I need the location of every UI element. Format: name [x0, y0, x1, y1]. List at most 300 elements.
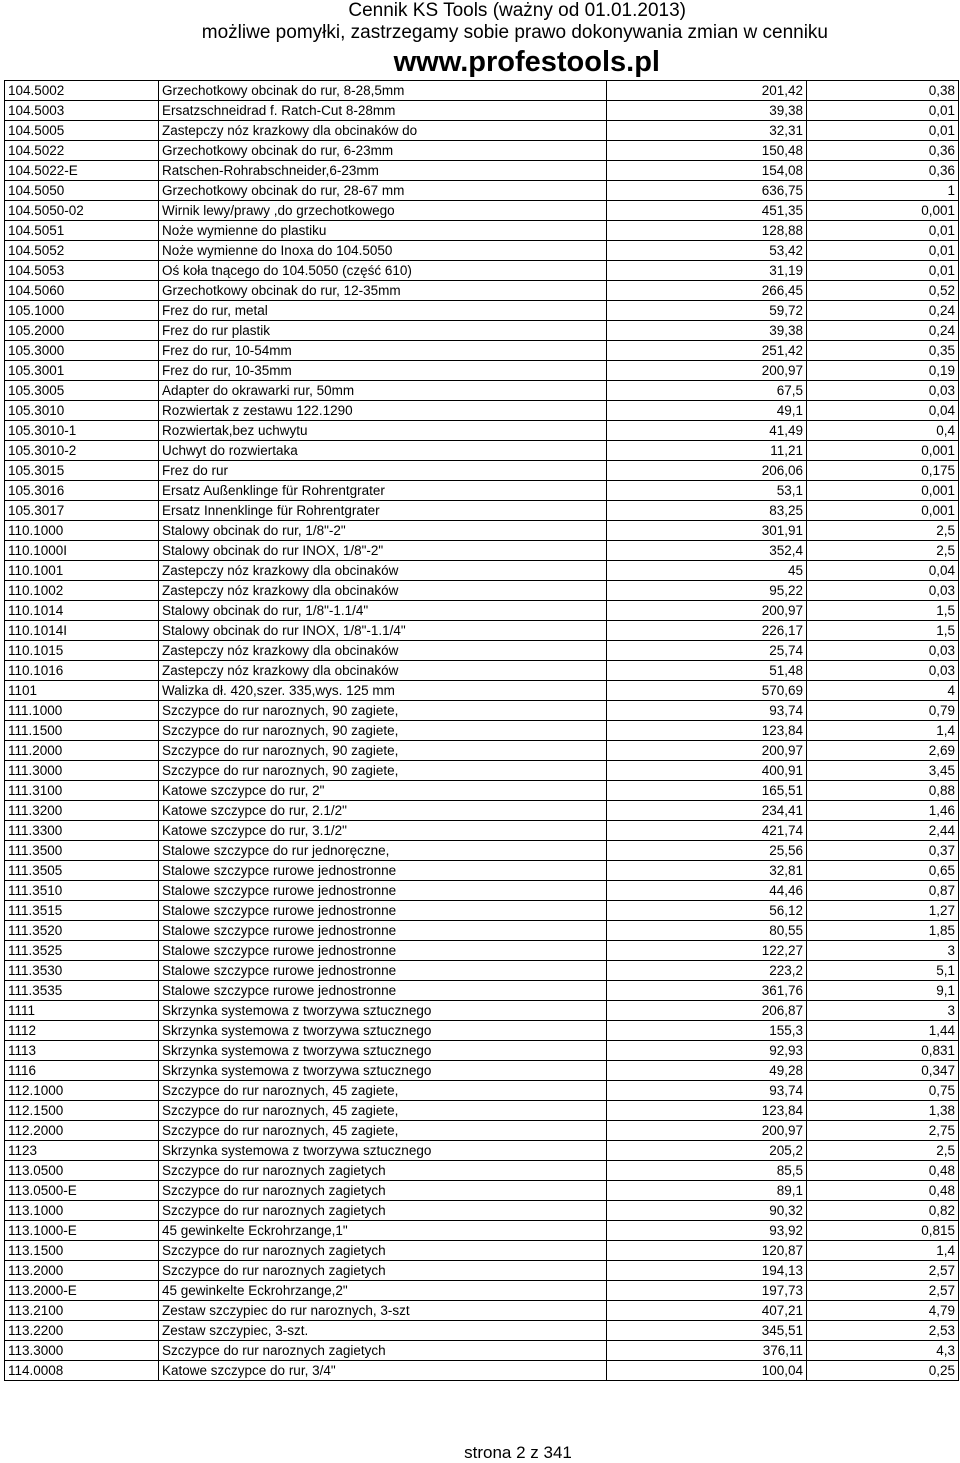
price-cell: 120,87	[607, 1241, 807, 1261]
product-code-cell: 104.5050-02	[5, 201, 159, 221]
table-row	[5, 721, 959, 741]
price-cell: 234,41	[607, 801, 807, 821]
table-row	[5, 1321, 959, 1341]
product-code-cell: 111.2000	[5, 741, 159, 761]
product-code-cell: 105.3015	[5, 461, 159, 481]
weight-cell: 0,04	[807, 401, 959, 421]
price-cell: 93,74	[607, 1081, 807, 1101]
price-cell: 45	[607, 561, 807, 581]
product-code-cell: 110.1014	[5, 601, 159, 621]
table-row	[5, 241, 959, 261]
table-row	[5, 821, 959, 841]
product-code-cell: 110.1016	[5, 661, 159, 681]
table-row	[5, 301, 959, 321]
product-code-cell: 104.5002	[5, 81, 159, 101]
product-code-cell: 111.3535	[5, 981, 159, 1001]
description-cell: Skrzynka systemowa z tworzywa sztucznego	[159, 1021, 607, 1041]
weight-cell: 2,5	[807, 521, 959, 541]
description-cell: Szczypce do rur naroznych, 90 zagiete,	[159, 761, 607, 781]
weight-cell: 1,5	[807, 601, 959, 621]
product-code-cell: 105.3017	[5, 501, 159, 521]
product-code-cell: 105.3010-1	[5, 421, 159, 441]
table-row	[5, 341, 959, 361]
disclaimer-text: możliwe pomyłki, zastrzegamy sobie prawo dokonywania zmian w cenniku	[201, 22, 828, 43]
table-row	[5, 1001, 959, 1021]
table-row	[5, 441, 959, 461]
price-cell: 11,21	[607, 441, 807, 461]
weight-cell: 4	[807, 681, 959, 701]
description-cell: Stalowe szczypce rurowe jednostronne	[159, 881, 607, 901]
price-cell: 345,51	[607, 1321, 807, 1341]
table-row	[5, 1181, 959, 1201]
table-row	[5, 421, 959, 441]
weight-cell: 5,1	[807, 961, 959, 981]
weight-cell: 0,001	[807, 481, 959, 501]
product-code-cell: 112.1500	[5, 1101, 159, 1121]
description-cell: Stalowe szczypce rurowe jednostronne	[159, 941, 607, 961]
weight-cell: 0,25	[807, 1361, 959, 1381]
weight-cell: 0,01	[807, 101, 959, 121]
price-cell: 31,19	[607, 261, 807, 281]
price-cell: 376,11	[607, 1341, 807, 1361]
description-cell: Katowe szczypce do rur, 3/4"	[159, 1361, 607, 1381]
weight-cell: 0,831	[807, 1041, 959, 1061]
product-code-cell: 105.3000	[5, 341, 159, 361]
price-cell: 122,27	[607, 941, 807, 961]
website-link[interactable]: www.profestools.pl	[393, 46, 660, 78]
price-cell: 226,17	[607, 621, 807, 641]
table-row	[5, 1021, 959, 1041]
table-row	[5, 521, 959, 541]
description-cell: Zestaw szczypiec, 3-szt.	[159, 1321, 607, 1341]
product-code-cell: 105.2000	[5, 321, 159, 341]
price-cell: 59,72	[607, 301, 807, 321]
product-code-cell: 113.2000-E	[5, 1281, 159, 1301]
price-cell: 56,12	[607, 901, 807, 921]
table-row	[5, 541, 959, 561]
table-row	[5, 981, 959, 1001]
price-cell: 93,92	[607, 1221, 807, 1241]
price-cell: 53,42	[607, 241, 807, 261]
price-cell: 200,97	[607, 361, 807, 381]
description-cell: Frez do rur, 10-54mm	[159, 341, 607, 361]
product-code-cell: 1113	[5, 1041, 159, 1061]
weight-cell: 0,79	[807, 701, 959, 721]
price-cell: 165,51	[607, 781, 807, 801]
description-cell: Zastepczy nóz krazkowy dla obcinaków do	[159, 121, 607, 141]
description-cell: Oś koła tnącego do 104.5050 (część 610)	[159, 261, 607, 281]
price-cell: 67,5	[607, 381, 807, 401]
description-cell: Adapter do okrawarki rur, 50mm	[159, 381, 607, 401]
weight-cell: 9,1	[807, 981, 959, 1001]
product-code-cell: 111.3515	[5, 901, 159, 921]
product-code-cell: 1112	[5, 1021, 159, 1041]
weight-cell: 1,46	[807, 801, 959, 821]
table-row	[5, 181, 959, 201]
description-cell: Rozwiertak z zestawu 122.1290	[159, 401, 607, 421]
description-cell: Stalowe szczypce rurowe jednostronne	[159, 981, 607, 1001]
weight-cell: 0,347	[807, 1061, 959, 1081]
price-cell: 89,1	[607, 1181, 807, 1201]
table-row	[5, 1301, 959, 1321]
table-row	[5, 1361, 959, 1381]
table-row	[5, 881, 959, 901]
price-cell: 154,08	[607, 161, 807, 181]
product-code-cell: 104.5060	[5, 281, 159, 301]
price-cell: 92,93	[607, 1041, 807, 1061]
description-cell: Stalowe szczypce do rur jednoręczne,	[159, 841, 607, 861]
description-cell: Uchwyt do rozwiertaka	[159, 441, 607, 461]
weight-cell: 2,57	[807, 1281, 959, 1301]
description-cell: Ersatz Innenklinge für Rohrentgrater	[159, 501, 607, 521]
description-cell: Szczypce do rur naroznych, 45 zagiete,	[159, 1121, 607, 1141]
table-row	[5, 1121, 959, 1141]
price-cell: 251,42	[607, 341, 807, 361]
price-cell: 80,55	[607, 921, 807, 941]
weight-cell: 1,44	[807, 1021, 959, 1041]
weight-cell: 0,03	[807, 661, 959, 681]
table-row	[5, 921, 959, 941]
table-row	[5, 601, 959, 621]
description-cell: 45 gewinkelte Eckrohrzange,2"	[159, 1281, 607, 1301]
description-cell: Szczypce do rur naroznych zagietych	[159, 1161, 607, 1181]
description-cell: Zastepczy nóz krazkowy dla obcinaków	[159, 581, 607, 601]
price-cell: 53,1	[607, 481, 807, 501]
price-cell: 223,2	[607, 961, 807, 981]
product-code-cell: 105.3016	[5, 481, 159, 501]
price-cell: 25,56	[607, 841, 807, 861]
product-code-cell: 105.1000	[5, 301, 159, 321]
product-code-cell: 111.3505	[5, 861, 159, 881]
weight-cell: 0,65	[807, 861, 959, 881]
price-cell: 197,73	[607, 1281, 807, 1301]
page-number: strona 2 z 341	[464, 1443, 572, 1462]
description-cell: Zestaw szczypiec do rur naroznych, 3-szt	[159, 1301, 607, 1321]
table-row	[5, 461, 959, 481]
description-cell: Walizka dł. 420,szer. 335,wys. 125 mm	[159, 681, 607, 701]
product-code-cell: 113.1000-E	[5, 1221, 159, 1241]
weight-cell: 1,38	[807, 1101, 959, 1121]
description-cell: Szczypce do rur naroznych zagietych	[159, 1341, 607, 1361]
product-code-cell: 104.5022-E	[5, 161, 159, 181]
product-code-cell: 110.1002	[5, 581, 159, 601]
table-row	[5, 141, 959, 161]
table-row	[5, 381, 959, 401]
product-code-cell: 1123	[5, 1141, 159, 1161]
table-row	[5, 701, 959, 721]
weight-cell: 0,001	[807, 441, 959, 461]
weight-cell: 3	[807, 1001, 959, 1021]
table-row	[5, 81, 959, 101]
table-row	[5, 1041, 959, 1061]
price-cell: 49,1	[607, 401, 807, 421]
table-row	[5, 1341, 959, 1361]
description-cell: 45 gewinkelte Eckrohrzange,1"	[159, 1221, 607, 1241]
description-cell: Wirnik lewy/prawy ,do grzechotkowego	[159, 201, 607, 221]
weight-cell: 0,75	[807, 1081, 959, 1101]
table-row	[5, 401, 959, 421]
product-code-cell: 104.5052	[5, 241, 159, 261]
product-code-cell: 113.1500	[5, 1241, 159, 1261]
description-cell: Szczypce do rur naroznych zagietych	[159, 1261, 607, 1281]
product-code-cell: 113.3000	[5, 1341, 159, 1361]
table-row	[5, 121, 959, 141]
product-code-cell: 111.3510	[5, 881, 159, 901]
description-cell: Szczypce do rur naroznych zagietych	[159, 1201, 607, 1221]
price-cell: 570,69	[607, 681, 807, 701]
product-code-cell: 111.1000	[5, 701, 159, 721]
weight-cell: 0,03	[807, 641, 959, 661]
weight-cell: 1	[807, 181, 959, 201]
price-cell: 128,88	[607, 221, 807, 241]
table-row	[5, 161, 959, 181]
price-cell: 83,25	[607, 501, 807, 521]
product-code-cell: 104.5053	[5, 261, 159, 281]
product-code-cell: 111.1500	[5, 721, 159, 741]
product-code-cell: 111.3500	[5, 841, 159, 861]
product-code-cell: 112.2000	[5, 1121, 159, 1141]
table-row	[5, 1261, 959, 1281]
description-cell: Zastepczy nóz krazkowy dla obcinaków	[159, 661, 607, 681]
product-code-cell: 114.0008	[5, 1361, 159, 1381]
table-row	[5, 681, 959, 701]
weight-cell: 0,815	[807, 1221, 959, 1241]
weight-cell: 0,19	[807, 361, 959, 381]
description-cell: Skrzynka systemowa z tworzywa sztucznego	[159, 1061, 607, 1081]
product-code-cell: 105.3005	[5, 381, 159, 401]
description-cell: Rozwiertak,bez uchwytu	[159, 421, 607, 441]
price-table	[4, 80, 959, 1381]
price-cell: 201,42	[607, 81, 807, 101]
table-row	[5, 1201, 959, 1221]
price-cell: 194,13	[607, 1261, 807, 1281]
weight-cell: 0,82	[807, 1201, 959, 1221]
weight-cell: 0,87	[807, 881, 959, 901]
table-row	[5, 781, 959, 801]
weight-cell: 0,4	[807, 421, 959, 441]
product-code-cell: 113.0500	[5, 1161, 159, 1181]
product-code-cell: 111.3530	[5, 961, 159, 981]
weight-cell: 0,01	[807, 221, 959, 241]
product-code-cell: 112.1000	[5, 1081, 159, 1101]
product-code-cell: 104.5003	[5, 101, 159, 121]
weight-cell: 0,001	[807, 501, 959, 521]
product-code-cell: 105.3010	[5, 401, 159, 421]
price-cell: 266,45	[607, 281, 807, 301]
weight-cell: 2,69	[807, 741, 959, 761]
price-cell: 32,31	[607, 121, 807, 141]
product-code-cell: 113.2100	[5, 1301, 159, 1321]
weight-cell: 2,5	[807, 541, 959, 561]
table-row	[5, 741, 959, 761]
price-cell: 39,38	[607, 101, 807, 121]
description-cell: Skrzynka systemowa z tworzywa sztucznego	[159, 1001, 607, 1021]
price-cell: 150,48	[607, 141, 807, 161]
product-code-cell: 113.1000	[5, 1201, 159, 1221]
table-row	[5, 101, 959, 121]
weight-cell: 0,36	[807, 161, 959, 181]
table-row	[5, 281, 959, 301]
description-cell: Szczypce do rur naroznych zagietych	[159, 1241, 607, 1261]
description-cell: Skrzynka systemowa z tworzywa sztucznego	[159, 1041, 607, 1061]
price-cell: 451,35	[607, 201, 807, 221]
price-cell: 205,2	[607, 1141, 807, 1161]
description-cell: Stalowy obcinak do rur INOX, 1/8"-1.1/4"	[159, 621, 607, 641]
product-code-cell: 1111	[5, 1001, 159, 1021]
table-row	[5, 1081, 959, 1101]
weight-cell: 2,57	[807, 1261, 959, 1281]
weight-cell: 0,001	[807, 201, 959, 221]
price-cell: 39,38	[607, 321, 807, 341]
table-row	[5, 901, 959, 921]
table-row	[5, 221, 959, 241]
weight-cell: 0,01	[807, 121, 959, 141]
price-cell: 352,4	[607, 541, 807, 561]
table-row	[5, 1101, 959, 1121]
weight-cell: 0,37	[807, 841, 959, 861]
price-cell: 49,28	[607, 1061, 807, 1081]
table-row	[5, 501, 959, 521]
weight-cell: 0,38	[807, 81, 959, 101]
product-code-cell: 110.1000I	[5, 541, 159, 561]
price-cell: 123,84	[607, 1101, 807, 1121]
price-cell: 200,97	[607, 741, 807, 761]
description-cell: Frez do rur, metal	[159, 301, 607, 321]
description-cell: Szczypce do rur naroznych, 90 zagiete,	[159, 741, 607, 761]
price-cell: 51,48	[607, 661, 807, 681]
weight-cell: 2,75	[807, 1121, 959, 1141]
price-cell: 200,97	[607, 601, 807, 621]
table-row	[5, 841, 959, 861]
weight-cell: 0,24	[807, 301, 959, 321]
product-code-cell: 110.1014I	[5, 621, 159, 641]
price-cell: 93,74	[607, 701, 807, 721]
price-cell: 421,74	[607, 821, 807, 841]
description-cell: Stalowe szczypce rurowe jednostronne	[159, 901, 607, 921]
price-cell: 25,74	[607, 641, 807, 661]
price-cell: 200,97	[607, 1121, 807, 1141]
table-row	[5, 1241, 959, 1261]
product-code-cell: 104.5051	[5, 221, 159, 241]
weight-cell: 2,44	[807, 821, 959, 841]
product-code-cell: 113.0500-E	[5, 1181, 159, 1201]
weight-cell: 1,5	[807, 621, 959, 641]
price-cell: 32,81	[607, 861, 807, 881]
weight-cell: 1,4	[807, 721, 959, 741]
table-row	[5, 321, 959, 341]
table-row	[5, 201, 959, 221]
price-cell: 100,04	[607, 1361, 807, 1381]
description-cell: Szczypce do rur naroznych, 45 zagiete,	[159, 1101, 607, 1121]
product-code-cell: 111.3100	[5, 781, 159, 801]
price-list-title: Cennik KS Tools (ważny od 01.01.2013)	[348, 0, 686, 21]
description-cell: Noże wymienne do Inoxa do 104.5050	[159, 241, 607, 261]
weight-cell: 0,36	[807, 141, 959, 161]
weight-cell: 0,175	[807, 461, 959, 481]
weight-cell: 0,01	[807, 241, 959, 261]
weight-cell: 0,35	[807, 341, 959, 361]
weight-cell: 0,52	[807, 281, 959, 301]
description-cell: Grzechotkowy obcinak do rur, 6-23mm	[159, 141, 607, 161]
description-cell: Grzechotkowy obcinak do rur, 12-35mm	[159, 281, 607, 301]
price-cell: 206,87	[607, 1001, 807, 1021]
description-cell: Grzechotkowy obcinak do rur, 8-28,5mm	[159, 81, 607, 101]
table-row	[5, 581, 959, 601]
description-cell: Stalowy obcinak do rur, 1/8"-2"	[159, 521, 607, 541]
description-cell: Stalowy obcinak do rur INOX, 1/8"-2"	[159, 541, 607, 561]
weight-cell: 4,79	[807, 1301, 959, 1321]
product-code-cell: 111.3520	[5, 921, 159, 941]
table-row	[5, 621, 959, 641]
product-code-cell: 110.1015	[5, 641, 159, 661]
price-cell: 206,06	[607, 461, 807, 481]
product-code-cell: 111.3200	[5, 801, 159, 821]
table-row	[5, 1161, 959, 1181]
table-row	[5, 1221, 959, 1241]
price-cell: 41,49	[607, 421, 807, 441]
description-cell: Stalowe szczypce rurowe jednostronne	[159, 961, 607, 981]
description-cell: Szczypce do rur naroznych, 45 zagiete,	[159, 1081, 607, 1101]
weight-cell: 1,27	[807, 901, 959, 921]
description-cell: Ratschen-Rohrabschneider,6-23mm	[159, 161, 607, 181]
description-cell: Stalowy obcinak do rur, 1/8"-1.1/4"	[159, 601, 607, 621]
product-code-cell: 105.3001	[5, 361, 159, 381]
weight-cell: 0,24	[807, 321, 959, 341]
weight-cell: 0,88	[807, 781, 959, 801]
description-cell: Szczypce do rur naroznych zagietych	[159, 1181, 607, 1201]
weight-cell: 2,53	[807, 1321, 959, 1341]
table-row	[5, 481, 959, 501]
table-row	[5, 261, 959, 281]
weight-cell: 0,01	[807, 261, 959, 281]
price-cell: 636,75	[607, 181, 807, 201]
table-row	[5, 361, 959, 381]
price-cell: 44,46	[607, 881, 807, 901]
weight-cell: 0,03	[807, 581, 959, 601]
description-cell: Ersatz Außenklinge für Rohrentgrater	[159, 481, 607, 501]
description-cell: Frez do rur plastik	[159, 321, 607, 341]
price-cell: 85,5	[607, 1161, 807, 1181]
description-cell: Katowe szczypce do rur, 3.1/2"	[159, 821, 607, 841]
description-cell: Zastepczy nóz krazkowy dla obcinaków	[159, 561, 607, 581]
product-code-cell: 113.2000	[5, 1261, 159, 1281]
description-cell: Ersatzschneidrad f. Ratch-Cut 8-28mm	[159, 101, 607, 121]
description-cell: Szczypce do rur naroznych, 90 zagiete,	[159, 701, 607, 721]
weight-cell: 3	[807, 941, 959, 961]
product-code-cell: 1101	[5, 681, 159, 701]
product-code-cell: 111.3000	[5, 761, 159, 781]
price-cell: 90,32	[607, 1201, 807, 1221]
description-cell: Skrzynka systemowa z tworzywa sztucznego	[159, 1141, 607, 1161]
table-row	[5, 1061, 959, 1081]
table-row	[5, 661, 959, 681]
page-footer	[0, 1443, 960, 1463]
description-cell: Grzechotkowy obcinak do rur, 28-67 mm	[159, 181, 607, 201]
price-cell: 301,91	[607, 521, 807, 541]
table-row	[5, 561, 959, 581]
price-cell: 361,76	[607, 981, 807, 1001]
price-cell: 407,21	[607, 1301, 807, 1321]
description-cell: Stalowe szczypce rurowe jednostronne	[159, 921, 607, 941]
product-code-cell: 111.3300	[5, 821, 159, 841]
table-row	[5, 1141, 959, 1161]
table-row	[5, 801, 959, 821]
product-code-cell: 110.1000	[5, 521, 159, 541]
weight-cell: 0,04	[807, 561, 959, 581]
price-cell: 95,22	[607, 581, 807, 601]
product-code-cell: 104.5050	[5, 181, 159, 201]
description-cell: Noże wymienne do plastiku	[159, 221, 607, 241]
